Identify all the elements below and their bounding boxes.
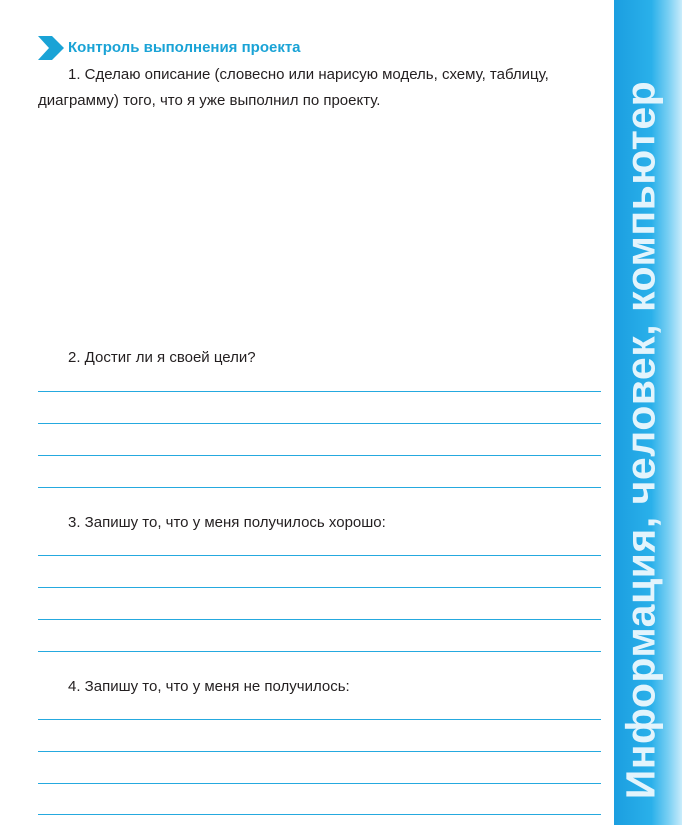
question-1-text: 1. Сделаю описание (словесно или нарисую модель, схему, таблицу, диаграмму) того, что я уже выполнил по проекту. [38, 66, 549, 109]
answer-line[interactable] [38, 455, 601, 456]
answer-line[interactable] [38, 783, 601, 784]
answer-line[interactable] [38, 391, 601, 392]
answer-area-1[interactable] [38, 120, 601, 340]
question-2-text: 2. Достиг ли я своей цели? [68, 349, 256, 366]
answer-line[interactable] [38, 719, 601, 720]
side-band-title: Информация, человек, компьютер [617, 80, 664, 800]
answer-line[interactable] [38, 423, 601, 424]
answer-line[interactable] [38, 587, 601, 588]
section-title: Контроль выполнения проекта [68, 39, 301, 56]
answer-line[interactable] [38, 651, 601, 652]
answer-line[interactable] [38, 814, 601, 815]
question-4-text: 4. Запишу то, что у меня не получилось: [68, 678, 350, 695]
arrow-right-icon [38, 36, 64, 60]
question-3-text: 3. Запишу то, что у меня получилось хорошо: [68, 514, 386, 531]
side-band-text-box [614, 0, 668, 825]
answer-line[interactable] [38, 555, 601, 556]
answer-line[interactable] [38, 751, 601, 752]
answer-line[interactable] [38, 619, 601, 620]
answer-line[interactable] [38, 487, 601, 488]
